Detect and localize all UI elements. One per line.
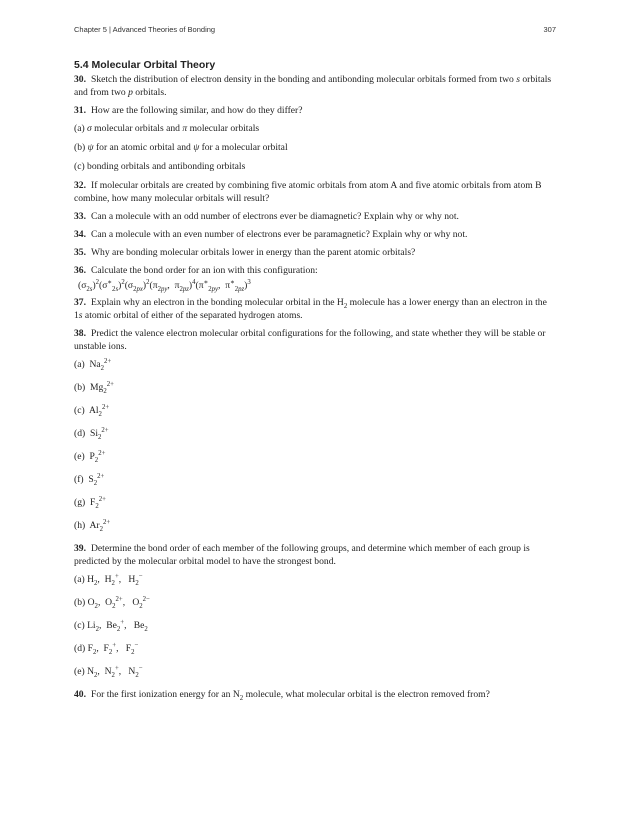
question-number: 39. [74, 543, 86, 554]
question-33: 33. Can a molecule with an odd number of electrons ever be diamagnetic? Explain why or why not. [74, 211, 459, 222]
section-title: 5.4 Molecular Orbital Theory [74, 59, 216, 71]
question-number: 37. [74, 297, 86, 308]
list-item: (g) $F_2^{2+}$ [74, 495, 106, 510]
question-30: 30. Sketch the distribution of electron density in the bonding and antibonding molecular orbitals formed from two s orbitals and from two p orbitals. [74, 74, 552, 98]
question-37: 37. Explain why an electron in the bonding molecular orbital in the $H_2$ molecule has a lower energy than an electron in the 1s atomic orbital of either of the separated hydrogen atoms. [74, 297, 547, 321]
electron-configuration: $(\sigma_{2s})^2(\sigma^∗_{2s})^2(\sigma_{2px})^2(\pi_{2py}$, $\pi_{2pz})^4(\pi^∗_{2py}$, $\pi^∗_{2pz})^3$ [78, 278, 251, 293]
question-number: 35. [74, 247, 86, 258]
question-number: 32. [74, 180, 86, 191]
list-item: (b) $O_2$, $O_2^{2+}$, $O_2^{2-}$ [74, 595, 150, 610]
question-number: 34. [74, 229, 86, 240]
list-item: (e) $P_2^{2+}$ [74, 449, 106, 464]
question-31-part-c: (c) bonding orbitals and antibonding orbitals [74, 161, 246, 172]
list-item: (f) $S_2^{2+}$ [74, 472, 105, 487]
question-31-part-b: (b) ψ for an atomic orbital and ψ for a molecular orbital [74, 142, 288, 153]
question-34: 34. Can a molecule with an even number of electrons ever be paramagnetic? Explain why or why not. [74, 229, 468, 240]
question-38: 38. Predict the valence electron molecular orbital configurations for the following, and state whether they will be stable or unstable ions. [74, 328, 546, 352]
question-38-list [74, 358, 556, 532]
question-number: 30. [74, 74, 86, 85]
list-item: (d) $Si_2^{2+}$ [74, 426, 109, 441]
question-number: 38. [74, 328, 86, 339]
list-item: (a) $Na_2^{2+}$ [74, 357, 112, 372]
question-32: 32. If molecular orbitals are created by combining five atomic orbitals from atom A and five atomic orbitals from atom B combine, how many molecular orbitals will result? [74, 180, 542, 204]
question-number: 31. [74, 105, 86, 116]
question-39: 39. Determine the bond order of each member of the following groups, and determine which member of each group is predicted by the molecular orbital model to have the strongest bond. [74, 543, 530, 567]
question-40: 40. For the first ionization energy for an $N_2$ molecule, what molecular orbital is the electron removed from? [74, 689, 490, 702]
list-item: (c) $Al_2^{2+}$ [74, 403, 110, 418]
list-item: (b) $Mg_2^{2+}$ [74, 380, 114, 395]
question-36: 36. Calculate the bond order for an ion with this configuration: [74, 265, 318, 276]
question-number: 36. [74, 265, 86, 276]
question-number: 33. [74, 211, 86, 222]
question-35: 35. Why are bonding molecular orbitals lower in energy than the parent atomic orbitals? [74, 247, 416, 258]
question-number: 40. [74, 689, 86, 700]
chapter-title: Chapter 5 | Advanced Theories of Bonding [74, 25, 216, 34]
question-31-part-a: (a) σ molecular orbitals and π molecular orbitals [74, 123, 260, 134]
page-header [74, 25, 556, 34]
page-content [74, 58, 556, 706]
list-item: (d) $F_2$, $F_2^+$, $F_2^-$ [74, 641, 139, 656]
list-item: (a) $H_2$, $H_2^+$, $H_2^-$ [74, 572, 143, 587]
page-number: 307 [543, 25, 556, 34]
list-item: (h) $Ar_2^{2+}$ [74, 518, 111, 533]
question-31: 31. How are the following similar, and how do they differ? [74, 105, 303, 116]
list-item: (e) $N_2$, $N_2^+$, $N_2^-$ [74, 664, 143, 679]
question-39-list [74, 573, 556, 678]
list-item: (c) $Li_2$, $Be_2^+$, $Be_2$ [74, 618, 148, 633]
